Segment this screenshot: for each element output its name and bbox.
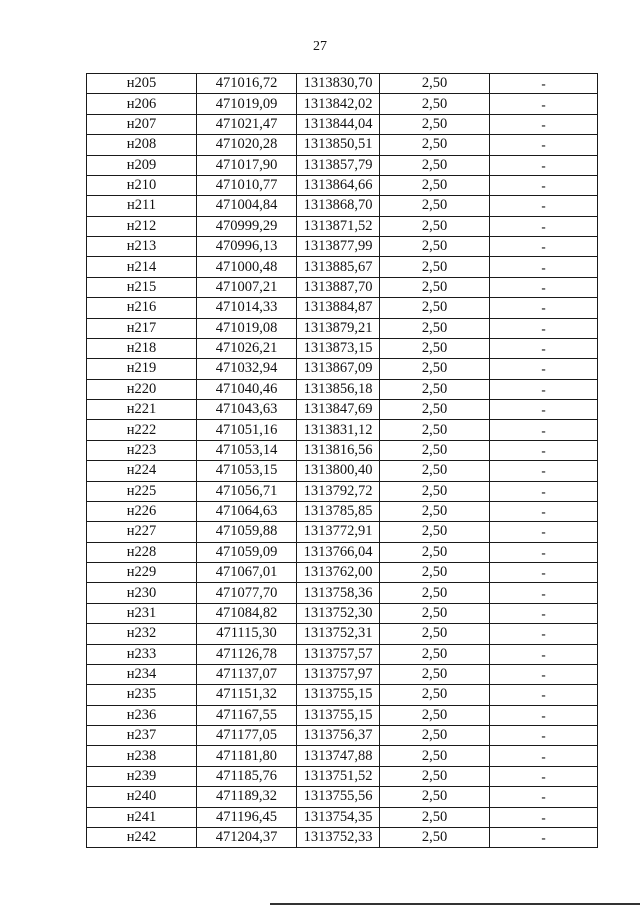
accuracy-cell: 2,50: [380, 766, 490, 786]
note-cell: -: [490, 135, 598, 155]
x-coordinate-cell: 471077,70: [197, 583, 297, 603]
table-row: [87, 685, 598, 705]
note-cell: -: [490, 420, 598, 440]
x-coordinate-cell: 471059,88: [197, 522, 297, 542]
table-row: [87, 318, 598, 338]
note-cell: -: [490, 522, 598, 542]
note-cell: -: [490, 298, 598, 318]
note-cell: -: [490, 827, 598, 847]
x-coordinate-cell: 471067,01: [197, 563, 297, 583]
y-coordinate-cell: 1313752,31: [297, 624, 380, 644]
x-coordinate-cell: 471019,08: [197, 318, 297, 338]
y-coordinate-cell: 1313772,91: [297, 522, 380, 542]
y-coordinate-cell: 1313830,70: [297, 74, 380, 94]
accuracy-cell: 2,50: [380, 807, 490, 827]
table-row: [87, 807, 598, 827]
table-row: [87, 766, 598, 786]
page-number: 27: [313, 39, 327, 54]
x-coordinate-cell: 471189,32: [197, 787, 297, 807]
point-id-cell: н229: [87, 563, 197, 583]
point-id-cell: н215: [87, 277, 197, 297]
y-coordinate-cell: 1313879,21: [297, 318, 380, 338]
note-cell: -: [490, 603, 598, 623]
note-cell: -: [490, 114, 598, 134]
point-id-cell: н217: [87, 318, 197, 338]
table-row: [87, 644, 598, 664]
note-cell: -: [490, 277, 598, 297]
x-coordinate-cell: 471126,78: [197, 644, 297, 664]
y-coordinate-cell: 1313877,99: [297, 237, 380, 257]
table-row: [87, 522, 598, 542]
x-coordinate-cell: 471064,63: [197, 501, 297, 521]
point-id-cell: н228: [87, 542, 197, 562]
y-coordinate-cell: 1313885,67: [297, 257, 380, 277]
y-coordinate-cell: 1313792,72: [297, 481, 380, 501]
y-coordinate-cell: 1313751,52: [297, 766, 380, 786]
y-coordinate-cell: 1313747,88: [297, 746, 380, 766]
point-id-cell: н223: [87, 440, 197, 460]
note-cell: -: [490, 74, 598, 94]
note-cell: -: [490, 542, 598, 562]
accuracy-cell: 2,50: [380, 461, 490, 481]
point-id-cell: н209: [87, 155, 197, 175]
x-coordinate-cell: 471020,28: [197, 135, 297, 155]
y-coordinate-cell: 1313755,56: [297, 787, 380, 807]
table-row: [87, 461, 598, 481]
y-coordinate-cell: 1313871,52: [297, 216, 380, 236]
x-coordinate-cell: 471004,84: [197, 196, 297, 216]
note-cell: -: [490, 359, 598, 379]
point-id-cell: н221: [87, 400, 197, 420]
y-coordinate-cell: 1313756,37: [297, 726, 380, 746]
accuracy-cell: 2,50: [380, 583, 490, 603]
x-coordinate-cell: 471053,15: [197, 461, 297, 481]
note-cell: -: [490, 787, 598, 807]
table-row: [87, 787, 598, 807]
point-id-cell: н240: [87, 787, 197, 807]
y-coordinate-cell: 1313757,57: [297, 644, 380, 664]
accuracy-cell: 2,50: [380, 196, 490, 216]
note-cell: -: [490, 664, 598, 684]
note-cell: -: [490, 481, 598, 501]
accuracy-cell: 2,50: [380, 420, 490, 440]
x-coordinate-cell: 471021,47: [197, 114, 297, 134]
note-cell: -: [490, 644, 598, 664]
point-id-cell: н213: [87, 237, 197, 257]
accuracy-cell: 2,50: [380, 175, 490, 195]
x-coordinate-cell: 471019,09: [197, 94, 297, 114]
accuracy-cell: 2,50: [380, 74, 490, 94]
note-cell: -: [490, 318, 598, 338]
table-row: [87, 746, 598, 766]
coordinates-table-body: [87, 74, 598, 848]
point-id-cell: н212: [87, 216, 197, 236]
x-coordinate-cell: 470996,13: [197, 237, 297, 257]
point-id-cell: н214: [87, 257, 197, 277]
x-coordinate-cell: 471014,33: [197, 298, 297, 318]
point-id-cell: н216: [87, 298, 197, 318]
accuracy-cell: 2,50: [380, 827, 490, 847]
y-coordinate-cell: 1313867,09: [297, 359, 380, 379]
accuracy-cell: 2,50: [380, 685, 490, 705]
point-id-cell: н218: [87, 338, 197, 358]
x-coordinate-cell: 471137,07: [197, 664, 297, 684]
accuracy-cell: 2,50: [380, 542, 490, 562]
accuracy-cell: 2,50: [380, 298, 490, 318]
note-cell: -: [490, 379, 598, 399]
accuracy-cell: 2,50: [380, 277, 490, 297]
table-row: [87, 542, 598, 562]
note-cell: -: [490, 583, 598, 603]
y-coordinate-cell: 1313887,70: [297, 277, 380, 297]
y-coordinate-cell: 1313800,40: [297, 461, 380, 481]
x-coordinate-cell: 471185,76: [197, 766, 297, 786]
accuracy-cell: 2,50: [380, 237, 490, 257]
note-cell: -: [490, 685, 598, 705]
accuracy-cell: 2,50: [380, 603, 490, 623]
y-coordinate-cell: 1313755,15: [297, 705, 380, 725]
x-coordinate-cell: 471181,80: [197, 746, 297, 766]
point-id-cell: н224: [87, 461, 197, 481]
note-cell: -: [490, 196, 598, 216]
accuracy-cell: 2,50: [380, 135, 490, 155]
y-coordinate-cell: 1313785,85: [297, 501, 380, 521]
note-cell: -: [490, 257, 598, 277]
accuracy-cell: 2,50: [380, 359, 490, 379]
table-row: [87, 277, 598, 297]
note-cell: -: [490, 237, 598, 257]
coordinates-table: [86, 73, 598, 848]
note-cell: -: [490, 440, 598, 460]
point-id-cell: н207: [87, 114, 197, 134]
note-cell: -: [490, 766, 598, 786]
note-cell: -: [490, 746, 598, 766]
point-id-cell: н206: [87, 94, 197, 114]
x-coordinate-cell: 471115,30: [197, 624, 297, 644]
point-id-cell: н237: [87, 726, 197, 746]
accuracy-cell: 2,50: [380, 787, 490, 807]
accuracy-cell: 2,50: [380, 563, 490, 583]
y-coordinate-cell: 1313850,51: [297, 135, 380, 155]
accuracy-cell: 2,50: [380, 440, 490, 460]
y-coordinate-cell: 1313762,00: [297, 563, 380, 583]
table-row: [87, 420, 598, 440]
y-coordinate-cell: 1313758,36: [297, 583, 380, 603]
table-row: [87, 379, 598, 399]
point-id-cell: н231: [87, 603, 197, 623]
y-coordinate-cell: 1313754,35: [297, 807, 380, 827]
accuracy-cell: 2,50: [380, 318, 490, 338]
point-id-cell: н230: [87, 583, 197, 603]
point-id-cell: н233: [87, 644, 197, 664]
y-coordinate-cell: 1313816,56: [297, 440, 380, 460]
accuracy-cell: 2,50: [380, 338, 490, 358]
accuracy-cell: 2,50: [380, 155, 490, 175]
point-id-cell: н226: [87, 501, 197, 521]
note-cell: -: [490, 94, 598, 114]
table-row: [87, 196, 598, 216]
accuracy-cell: 2,50: [380, 94, 490, 114]
note-cell: -: [490, 400, 598, 420]
table-row: [87, 175, 598, 195]
x-coordinate-cell: 471026,21: [197, 338, 297, 358]
table-row: [87, 624, 598, 644]
point-id-cell: н234: [87, 664, 197, 684]
y-coordinate-cell: 1313868,70: [297, 196, 380, 216]
x-coordinate-cell: 471051,16: [197, 420, 297, 440]
note-cell: -: [490, 726, 598, 746]
point-id-cell: н232: [87, 624, 197, 644]
table-row: [87, 94, 598, 114]
note-cell: -: [490, 624, 598, 644]
x-coordinate-cell: 471196,45: [197, 807, 297, 827]
point-id-cell: н211: [87, 196, 197, 216]
x-coordinate-cell: 470999,29: [197, 216, 297, 236]
point-id-cell: н242: [87, 827, 197, 847]
note-cell: -: [490, 705, 598, 725]
note-cell: -: [490, 175, 598, 195]
point-id-cell: н220: [87, 379, 197, 399]
x-coordinate-cell: 471084,82: [197, 603, 297, 623]
x-coordinate-cell: 471010,77: [197, 175, 297, 195]
x-coordinate-cell: 471177,05: [197, 726, 297, 746]
accuracy-cell: 2,50: [380, 726, 490, 746]
x-coordinate-cell: 471151,32: [197, 685, 297, 705]
accuracy-cell: 2,50: [380, 379, 490, 399]
point-id-cell: н225: [87, 481, 197, 501]
table-row: [87, 114, 598, 134]
table-row: [87, 135, 598, 155]
x-coordinate-cell: 471204,37: [197, 827, 297, 847]
point-id-cell: н241: [87, 807, 197, 827]
point-id-cell: н222: [87, 420, 197, 440]
table-row: [87, 705, 598, 725]
y-coordinate-cell: 1313842,02: [297, 94, 380, 114]
accuracy-cell: 2,50: [380, 705, 490, 725]
accuracy-cell: 2,50: [380, 664, 490, 684]
accuracy-cell: 2,50: [380, 746, 490, 766]
table-row: [87, 726, 598, 746]
x-coordinate-cell: 471017,90: [197, 155, 297, 175]
table-row: [87, 440, 598, 460]
x-coordinate-cell: 471167,55: [197, 705, 297, 725]
table-row: [87, 216, 598, 236]
x-coordinate-cell: 471043,63: [197, 400, 297, 420]
table-row: [87, 664, 598, 684]
x-coordinate-cell: 471056,71: [197, 481, 297, 501]
accuracy-cell: 2,50: [380, 644, 490, 664]
y-coordinate-cell: 1313873,15: [297, 338, 380, 358]
accuracy-cell: 2,50: [380, 624, 490, 644]
table-row: [87, 501, 598, 521]
x-coordinate-cell: 471053,14: [197, 440, 297, 460]
y-coordinate-cell: 1313844,04: [297, 114, 380, 134]
point-id-cell: н205: [87, 74, 197, 94]
accuracy-cell: 2,50: [380, 216, 490, 236]
y-coordinate-cell: 1313757,97: [297, 664, 380, 684]
note-cell: -: [490, 461, 598, 481]
accuracy-cell: 2,50: [380, 400, 490, 420]
accuracy-cell: 2,50: [380, 501, 490, 521]
note-cell: -: [490, 563, 598, 583]
x-coordinate-cell: 471032,94: [197, 359, 297, 379]
point-id-cell: н236: [87, 705, 197, 725]
y-coordinate-cell: 1313755,15: [297, 685, 380, 705]
x-coordinate-cell: 471007,21: [197, 277, 297, 297]
x-coordinate-cell: 471040,46: [197, 379, 297, 399]
note-cell: -: [490, 155, 598, 175]
point-id-cell: н239: [87, 766, 197, 786]
x-coordinate-cell: 471016,72: [197, 74, 297, 94]
y-coordinate-cell: 1313856,18: [297, 379, 380, 399]
table-row: [87, 155, 598, 175]
x-coordinate-cell: 471000,48: [197, 257, 297, 277]
point-id-cell: н235: [87, 685, 197, 705]
y-coordinate-cell: 1313884,87: [297, 298, 380, 318]
table-row: [87, 481, 598, 501]
y-coordinate-cell: 1313752,33: [297, 827, 380, 847]
accuracy-cell: 2,50: [380, 522, 490, 542]
table-row: [87, 237, 598, 257]
accuracy-cell: 2,50: [380, 114, 490, 134]
point-id-cell: н219: [87, 359, 197, 379]
y-coordinate-cell: 1313864,66: [297, 175, 380, 195]
point-id-cell: н210: [87, 175, 197, 195]
table-row: [87, 400, 598, 420]
y-coordinate-cell: 1313857,79: [297, 155, 380, 175]
table-row: [87, 359, 598, 379]
point-id-cell: н238: [87, 746, 197, 766]
accuracy-cell: 2,50: [380, 257, 490, 277]
y-coordinate-cell: 1313752,30: [297, 603, 380, 623]
table-row: [87, 603, 598, 623]
table-row: [87, 338, 598, 358]
note-cell: -: [490, 807, 598, 827]
point-id-cell: н227: [87, 522, 197, 542]
table-row: [87, 827, 598, 847]
y-coordinate-cell: 1313766,04: [297, 542, 380, 562]
y-coordinate-cell: 1313847,69: [297, 400, 380, 420]
point-id-cell: н208: [87, 135, 197, 155]
table-row: [87, 583, 598, 603]
note-cell: -: [490, 338, 598, 358]
y-coordinate-cell: 1313831,12: [297, 420, 380, 440]
note-cell: -: [490, 216, 598, 236]
x-coordinate-cell: 471059,09: [197, 542, 297, 562]
table-row: [87, 563, 598, 583]
accuracy-cell: 2,50: [380, 481, 490, 501]
table-row: [87, 257, 598, 277]
table-row: [87, 298, 598, 318]
note-cell: -: [490, 501, 598, 521]
table-row: [87, 74, 598, 94]
